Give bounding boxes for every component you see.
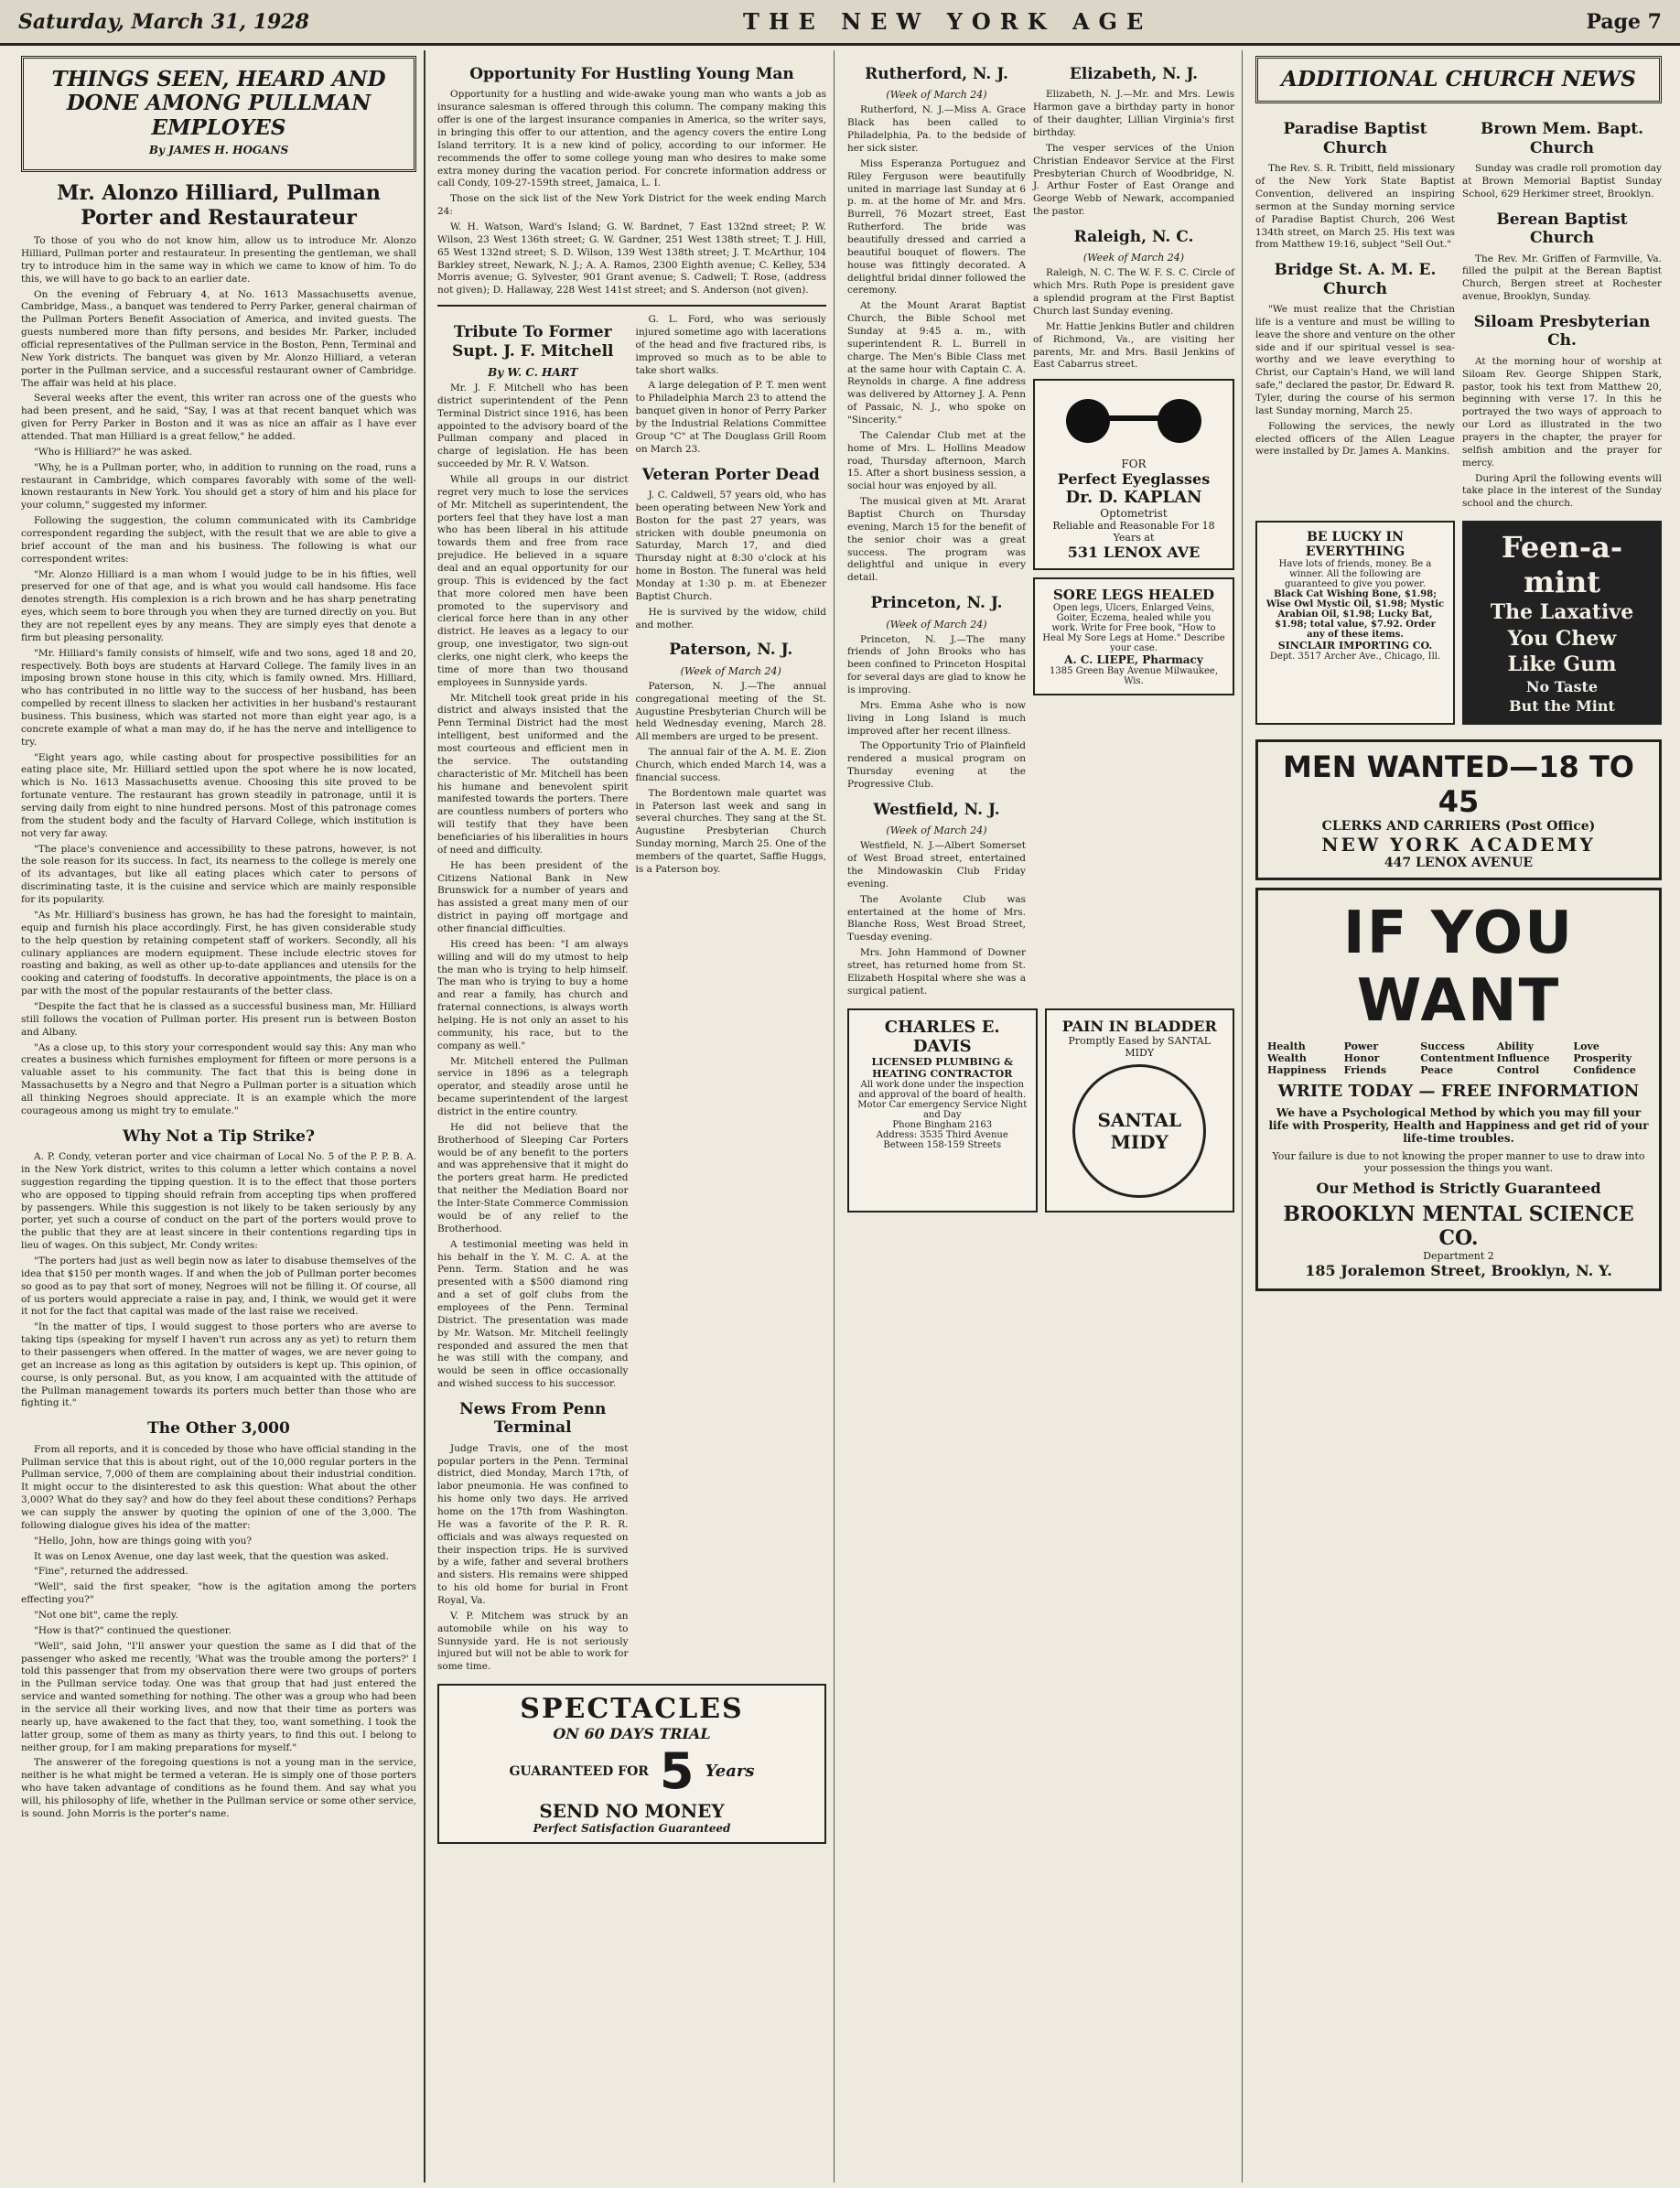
paradise-headline: Paradise Baptist Church: [1283, 120, 1427, 157]
kaplan-ad-title: Perfect Eyeglasses: [1057, 470, 1211, 489]
ify-ad-body: We have a Psychological Method by which you may fill your life with Prosperity, Health and Happiness and get rid of your life-time troubles.: [1268, 1106, 1649, 1146]
ify-ad-title: IF YOU WANT: [1342, 900, 1575, 1036]
article-paragraph: Sunday was cradle roll promotion day at Brown Memorial Baptist Sunday School, 629 Herkimer street, Brooklyn.: [1462, 163, 1662, 199]
church-news-headline-box: [1255, 56, 1662, 103]
penn-terminal-headline: News From Penn Terminal: [459, 1399, 607, 1438]
ify-word: Ability: [1496, 1040, 1535, 1053]
article-paragraph: "Eight years ago, while casting about for prospective possibilities for an eating place site, Mr. Hilliard settled upon the spot where he is now located, which is No. 1613 Massachusetts avenue. Choosing this site proved to be fortunate venture. The restaurant has grown steadily in patronage, until it is serving daily from eight to nine hundred persons. Most of this patronage comes from the student body and the faculty of Harvard College, which institution is not very far away.: [21, 751, 416, 839]
article-paragraph: "Not one bit", came the reply.: [34, 1609, 178, 1621]
article-paragraph: The Rev. S. R. Tribitt, field missionary of the New York State Baptist Convention, delivered an inspiring sermon at the Sunday morning service of Paradise Baptist Church, 206 West 134th street, on March 25. His text was from Matthew 19:16, subject "Sell Out.": [1255, 163, 1455, 251]
article-paragraph: Opportunity for a hustling and wide-awake young man who wants a job as insurance salesman is offered through this column. The company making this offer is one of the largest insurance companies in America, so the writer says, in bringing this offer to our attention, and the agency covers the entire Long Island territory. It is a new kind of policy, according to our informer. He recommends the offer to some college young man who desires to make some extra money during the vacation period. For concrete information address or call Condy, 109-27-159th street, Jamaica, L. I.: [437, 89, 826, 189]
article-paragraph: The musical given at Mt. Ararat Baptist Church on Thursday evening, March 15 for the benefit of the senior choir was a great success. The program was delightful and unique in every detail.: [847, 496, 1026, 584]
article-paragraph: Mr. Hattie Jenkins Butler and children of Richmond, Va., are visiting her parents, Mr. and Mrs. Basil Jenkins of East Cabarrus street.: [1033, 320, 1234, 371]
article-paragraph: He is survived by the widow, child and mother.: [635, 606, 826, 631]
article-paragraph: "Well", said the first speaker, "how is the agitation among the porters effecting you?": [21, 1581, 416, 1606]
column-church-news: [1248, 50, 1669, 2183]
subcolumn-right: [636, 314, 827, 1676]
feen-ad-title: Feen-a-mint: [1501, 530, 1623, 600]
article-paragraph: The answerer of the foregoing questions is not a young man in the service, neither is he what might be termed a veteran. He is simply one of those porters who have taken advantage of conditions as he found them. And say what you will, his philosophy of life, whether in the Pullman service or some other service, is sound. John Morris is the porter's name.: [21, 1757, 416, 1819]
santal-midy-ad: [1045, 1008, 1235, 1213]
paterson-headline: Paterson, N. J.: [669, 641, 793, 660]
feen-ad-line2: You Chew: [1507, 626, 1617, 651]
men-ad-sub: CLERKS AND CARRIERS (Post Office): [1321, 819, 1596, 835]
ify-word: Confidence: [1573, 1064, 1636, 1077]
paterson-dateline: (Week of March 24): [680, 664, 781, 677]
subcolumn-left: [1255, 111, 1455, 513]
article-paragraph: "As Mr. Hilliard's business has grown, he has had the foresight to maintain, equip and furnish his place accordingly. First, he has given considerable study to the help question by retaining competent staff of workers. Secondly, all his culinary appliances are modern equipment. These include electric stoves for roasting and baking, as well as other up-to-date appliances and utensils for the cooking and catering of foodstuffs. In decorative appointments, the place is on a par with the most of the popular restaurants of the better class.: [21, 909, 416, 997]
ify-word: Wealth: [1267, 1052, 1307, 1065]
raleigh-dateline: (Week of March 24): [1082, 252, 1185, 264]
article-paragraph: Paterson, N. J.—The annual congregational meeting of the St. Augustine Presbyterian Church will be held Wednesday evening, March 28. All members are urged to be present.: [635, 680, 826, 743]
davis-ad-line3: Motor Car emergency Service Night and Day: [857, 1099, 1028, 1120]
divider: [437, 305, 826, 307]
page-number: Page 7: [1586, 9, 1662, 34]
column-pullman: [14, 50, 425, 2183]
article-paragraph: A testimonial meeting was held in his behalf in the Y. M. C. A. at the Penn. Term. Station and he was presented with a $500 diamond ring and a set of golf clubs from the employees of the Penn. Terminal District. The presentation was made by Mr. Watson. Mr. Mitchell feelingly responded and assured the men that he was still with the company, and would be seen in office occasionally and wished success to his successor.: [437, 1238, 629, 1390]
sore-legs-ad-body: Open legs, Ulcers, Enlarged Veins, Goiter, Eczema, healed while you work. Write for Free book, "How to Heal My Sore Legs at Home." Describe your case.: [1042, 603, 1225, 654]
princeton-headline: Princeton, N. J.: [870, 594, 1003, 613]
article-paragraph: A. P. Condy, veteran porter and vice chairman of Local No. 5 of the P. P. B. A. in the New York district, writes to this column a letter which contains a novel suggestion regarding the tipping question. It is to the effect that those porters who are opposed to tipping should refrain from accepting tips when proffered by passengers. While this suggestion is not likely to be taken seriously by any porter, yet such a course of conduct on the part of the porters would prove to the public that they are at least sincere in their contentions regarding tips in lieu of wages. On this subject, Mr. Condy writes:: [21, 1151, 416, 1252]
article-paragraph: The Bordentown male quartet was in Paterson last week and sang in several churches. They sang at the St. Augustine Presbyterian Church Sunday morning, March 25. One of the members of the quartet, Saffie Huggs, is a Paterson boy.: [635, 787, 826, 875]
brown-memorial-headline: Brown Mem. Bapt. Church: [1480, 120, 1644, 157]
ads-row: [847, 1001, 1234, 1220]
ify-word: Honor: [1343, 1052, 1380, 1065]
men-wanted-ad: [1255, 739, 1662, 880]
article-paragraph: Raleigh, N. C. The W. F. S. C. Circle of which Mrs. Ruth Pope is president gave a splendid program at the First Baptist Church last Sunday evening.: [1033, 267, 1234, 317]
subcolumn-right: [1033, 56, 1234, 1001]
berean-headline: Berean Baptist Church: [1496, 210, 1628, 248]
men-ad-address: 447 LENOX AVENUE: [1384, 856, 1534, 871]
article-paragraph: The Calendar Club met at the home of Mrs. L. Hollins Meadow road, Thursday afternoon, March 15. After a short business session, a social hour was enjoyed by all.: [847, 429, 1026, 492]
article-paragraph: "We must realize that the Christian life is a venture and must be willing to leave the shore and venture on the other side and if our spiritual vessel is sea-worthy and we leave everything to Christ, our Captain's Hand, we will land safe," declared the pastor, Dr. Edward R. Tyler, during the course of his sermon last Sunday morning, March 25.: [1255, 304, 1455, 416]
ify-ad-guarantee: Our Method is Strictly Guaranteed: [1316, 1180, 1601, 1198]
raleigh-headline: Raleigh, N. C.: [1073, 227, 1194, 246]
pullman-headline-box: [21, 56, 416, 172]
article-paragraph: "In the matter of tips, I would suggest to those porters who are averse to taking tips (speaking for myself I haven't run across any as yet) to return them to their passengers when offered. In the matter of wages, we are never going to get an increase as long as this agitation by outsiders is kept up. This opinion, of course, is only personal. But, as you know, I am acquainted with the attitude of the Pullman management towards its porters much better than those who are fighting it.": [21, 1321, 416, 1409]
article-paragraph: "The place's convenience and accessibility to these patrons, however, is not the sole reason for its success. In fact, its nearness to the college is merely one of its advantages, but like all eating places which cater to persons of discriminating taste, it is the cuisine and service which are mainly responsible for its popularity.: [21, 843, 416, 906]
hilliard-headline: Mr. Alonzo Hilliard, Pullman Porter and Restaurateur: [57, 181, 381, 230]
article-paragraph: Mrs. John Hammond of Downer street, has returned home from St. Elizabeth Hospital where she was a surgical patient.: [847, 947, 1026, 997]
midy-ad-sub: Promptly Eased by SANTAL MIDY: [1068, 1034, 1212, 1059]
westfield-dateline: (Week of March 24): [886, 825, 987, 837]
ify-word: Prosperity: [1573, 1052, 1632, 1065]
feen-ad-line5: But the Mint: [1509, 696, 1615, 715]
spectacles-ad-title: SPECTACLES: [520, 1693, 744, 1726]
article-paragraph: Mr. Mitchell took great pride in his district and always insisted that the Penn Terminal District had the most intelligent, best uniformed and the most courteous and efficient men in the service. The outstanding characteristic of Mr. Mitchell has been his humane and benevolent spirit manifested towards the porters. There are countless numbers of porters who will testify that they have been beneficiaries of his liberalities in hours of need and difficulty.: [437, 692, 629, 856]
kaplan-ad-for: FOR: [1121, 458, 1147, 471]
article-paragraph: The Avolante Club was entertained at the home of Mrs. Blanche Ross, West Broad Street, Tuesday evening.: [847, 893, 1026, 943]
article-paragraph: Miss Esperanza Portuguez and Riley Ferguson were beautifully united in marriage last Sunday at 6 p. m. at the home of Mr. and Mrs. Burrell, 76 Mozart street, East Rutherford. The bride was beautifully dressed and carried a beautiful bouquet of flowers. The house was fittingly decorated. A delightful bridal dinner followed the ceremony.: [847, 157, 1026, 296]
article-paragraph: V. P. Mitchem was struck by an automobile while on his way to Sunnyside yard. He is not seriously injured but will not be able to work for some time.: [437, 1610, 629, 1673]
sore-legs-ad-name: A. C. LIEPE, Pharmacy: [1064, 653, 1203, 667]
lucky-ad-body: Have lots of friends, money. Be a winner. All the following are guaranteed to give you power.: [1278, 559, 1432, 590]
ify-ad-dept: Department 2: [1423, 1250, 1494, 1263]
kaplan-ad-title2: Optometrist: [1100, 507, 1168, 521]
ify-word: Love: [1573, 1040, 1599, 1053]
lucky-ad-title: BE LUCKY IN EVERYTHING: [1305, 530, 1405, 560]
article-paragraph: Following the services, the newly elected officers of the Allen League were installed by Dr. James A. Mankins.: [1255, 420, 1455, 458]
eyeglasses-icon: [1042, 393, 1225, 448]
men-ad-name: NEW YORK ACADEMY: [1321, 834, 1596, 857]
article-paragraph: He has been president of the Citizens National Bank in New Brunswick for a number of years and has assisted a great many men of our district in paying off mortgage and other financial difficulties.: [437, 859, 629, 935]
article-paragraph: The annual fair of the A. M. E. Zion Church, which ended March 14, was a financial success.: [635, 747, 826, 783]
subcolumn-right: [1462, 111, 1662, 513]
mitchell-byline: By W. C. HART: [488, 365, 578, 379]
kaplan-ad-address: 531 LENOX AVE: [1067, 544, 1201, 562]
veteran-porter-headline: Veteran Porter Dead: [641, 465, 820, 484]
rutherford-headline: Rutherford, N. J.: [865, 65, 1008, 83]
mitchell-headline: Tribute To Former Supt. J. F. Mitchell: [451, 323, 614, 361]
article-paragraph: "Fine", returned the addressed.: [34, 1566, 188, 1578]
midy-ad-title: PAIN IN BLADDER: [1061, 1017, 1217, 1035]
article-paragraph: A large delegation of P. T. men went to Philadelphia March 23 to attend the banquet given in honor of Perry Parker by the Industrial Relations Committee Group "C" at The Douglass Grill Room on March 23.: [635, 380, 826, 455]
men-ad-title: MEN WANTED—18 TO 45: [1283, 749, 1634, 820]
spectacles-ad-satisfaction: Perfect Satisfaction Guaranteed: [533, 1822, 731, 1836]
davis-ad-phone: Phone Bingham 2163: [892, 1119, 993, 1130]
ify-word: Success: [1420, 1040, 1465, 1053]
article-paragraph: Elizabeth, N. J.—Mr. and Mrs. Lewis Harmon gave a birthday party in honor of their daughter, Lillian Virginia's first birthday.: [1033, 89, 1234, 138]
article-paragraph: Westfield, N. J.—Albert Somerset of West Broad street, entertained the Mindowaskin Club Friday evening.: [847, 840, 1026, 889]
article-paragraph: Mr. J. F. Mitchell who has been district superintendent of the Penn Terminal District since 1916, has been appointed to the advisory board of the Pullman company and placed in charge of legislation. He has been succeeded by Mr. R. V. Watson.: [437, 382, 629, 470]
article-paragraph: To those of you who do not know him, allow us to introduce Mr. Alonzo Hilliard, Pullman porter and restaurateur. In presenting the gentleman, we shall try to introduce him in the same way in which we came to know of him. To do this, we will have to go back to an earlier date.: [21, 235, 416, 285]
davis-ad-line1: LICENSED PLUMBING & HEATING CONTRACTOR: [871, 1055, 1014, 1080]
bridge-st-headline: Bridge St. A. M. E. Church: [1274, 261, 1437, 298]
article-paragraph: "Who is Hilliard?" he was asked.: [34, 446, 193, 458]
ify-ad-company: BROOKLYN MENTAL SCIENCE CO.: [1283, 1202, 1634, 1251]
ads-row: [1255, 513, 1662, 732]
ify-ad-failure: Your failure is due to not knowing the proper manner to use to draw into your possession the things you want.: [1272, 1150, 1645, 1175]
siloam-headline: Siloam Presbyterian Ch.: [1473, 313, 1651, 350]
article-paragraph: Judge Travis, one of the most popular porters in the Penn. Terminal district, died Monday, March 17th, of labor pneumonia. He was confined to his home only two days. He arrived home on the 17th from Washington. He was a favorite of the P. R. R. officials and was always requested on their inspection trips. He is survived by a wife, father and several brothers and sisters. His remains were shipped to his old home for burial in Front Royal, Va.: [437, 1442, 629, 1607]
article-paragraph: "Why, he is a Pullman porter, who, in addition to running on the road, runs a restaurant in Cambridge, which compares favorably with some of the well-known restaurants in New York. You should get a story of him and his place for your column," suggested my informer.: [21, 461, 416, 512]
midy-ad-logo: SANTAL MIDY: [1097, 1108, 1182, 1153]
article-paragraph: His creed has been: "I am always willing and will do my utmost to help the man who is trying to help himself. The man who is trying to buy a home and rear a family, has church and fraternal connections, is always worth helping. He is not only an asset to his community, his race, but to the company as well.": [437, 938, 629, 1051]
elizabeth-headline: Elizabeth, N. J.: [1069, 65, 1199, 83]
article-paragraph: Rutherford, N. J.—Miss A. Grace Black has been called to Philadelphia, Pa. to the bedside of her sick sister.: [847, 104, 1026, 154]
tip-strike-headline: Why Not a Tip Strike?: [123, 1126, 315, 1146]
ify-word: Happiness: [1267, 1064, 1327, 1077]
davis-ad-line2: All work done under the inspection and approval of the board of health.: [858, 1079, 1027, 1100]
article-paragraph: Princeton, N. J.—The many friends of John Brooks who has been confined to Princeton Hospital for several days are glad to know he is improving.: [847, 633, 1026, 696]
westfield-headline: Westfield, N. J.: [873, 800, 1000, 819]
article-paragraph: At the morning hour of worship at Siloam Rev. George Shippen Stark, pastor, took his text from Matthew 20, beginning with verse 17. In this he portrayed the two ways of approach to our Lord as illustrated in the two prayers in the chapter, the prayer for selfish ambition and the prayer for mercy.: [1462, 355, 1662, 469]
lucky-ad-address: Dept. 3517 Archer Ave., Chicago, Ill.: [1269, 652, 1441, 663]
feen-ad-line1: The Laxative: [1490, 600, 1634, 625]
article-paragraph: Following the suggestion, the column communicated with its Cambridge correspondent regarding the subject, with the result that we are able to give a brief account of the man and his business. The following is what our correspondent writes:: [21, 515, 416, 565]
two-column-block: [847, 56, 1234, 1001]
sore-legs-ad-title: SORE LEGS HEALED: [1052, 587, 1215, 604]
article-paragraph: Mr. Mitchell entered the Pullman service in 1896 as a telegraph operator, and steadily arose until he became superintendent of the largest district in the entire country.: [437, 1055, 629, 1118]
article-paragraph: "Mr. Hilliard's family consists of himself, wife and two sons, aged 18 and 20, respectively. Both boys are students at Harvard College. The family lives in an imposing brown stone house in this city, which is family owned. Mrs. Hilliard, who has contributed in no little way to the success of her husband, has been compelled by recent illness to slacken her activities in her husband's restaurant business. This business, which was started not more than eight year ago, is a concrete example of what a man may do, if he has the nerve and intelligence to try.: [21, 647, 416, 748]
article-paragraph: On the evening of February 4, at No. 1613 Massachusetts avenue, Cambridge, Mass., a banquet was tendered to Perry Parker, general chairman of the Pullman Porters Benefit Association of America, and invited guests. The guests numbered more than fifty persons, and besides Mr. Parker, included official representatives of the Pullman service in the Boston, Penn, Terminal and New York districts. The banquet was given by Mr. Alonzo Hilliard, a veteran porter in the Pullman service, and a successful restaurant owner of Cambridge. The affair was held at his place.: [21, 288, 416, 389]
column-news: [430, 50, 835, 2183]
article-paragraph: "Mr. Alonzo Hilliard is a man whom I would judge to be in his fifties, well preserved for one of that age, and is what you would call handsome. His face denotes strength. His complexion is a rich brown and he has sharp penetrating eyes, which seem to bore through you when they are turned directly on you. But they are not repellent eyes by any means. They are simply eyes that denote a firm but pleasing personality.: [21, 568, 416, 643]
kaplan-ad-line: Reliable and Reasonable For 18 Years at: [1052, 520, 1215, 544]
lucky-ad-name: SINCLAIR IMPORTING CO.: [1277, 640, 1433, 652]
midy-capsule-icon: [1072, 1064, 1206, 1198]
article-paragraph: Those on the sick list of the New York District for the week ending March 24:: [437, 193, 826, 218]
article-paragraph: "Well", said John, "I'll answer your question the same as I did that of the passenger who asked me recently, 'What was the trouble among the porters?' I told this passenger that from my observation there were two groups of porters in the Pullman service today. One was that group that had just entered the service and wanted something for nothing. The other was a group who had been in the service all their working lives, and now that their time as porters was nearly up, have awakened to the fact that they, too, want something. I took the latter group, some of them as many as thirty years, to find this out. I belong to neither group, for I am making preparations for myself.": [21, 1640, 416, 1753]
ify-word: Peace: [1420, 1064, 1453, 1077]
lucky-ad: [1255, 521, 1455, 725]
article-paragraph: "As a close up, to this story your correspondent would say this: Any man who creates a business which furnishes employment for fifteen or more persons is a valuable asset to his community. The fact that this is being done in Massachusetts by a Negro and that Negro a Pullman porter is a situation which all thinking Negroes should appreciate. It is an example which the more courageous among us might try to emulate.": [21, 1041, 416, 1116]
masthead: [0, 0, 1680, 46]
spectacles-ad-years-number: 5: [659, 1742, 695, 1801]
sore-legs-ad: [1033, 577, 1234, 695]
article-paragraph: W. H. Watson, Ward's Island; G. W. Bardnet, 7 East 132nd street; P. W. Wilson, 23 West 136th street; G. W. Gardner, 251 West 138th street; T. J. Hill, 65 West 132nd street; S. D. Wilson, 139 West 138th street; J. T. McArthur, 104 Barkley street, Newark, N. J.; A. A. Ramos, 2300 Eighth avenue; C. Kelley, 534 Morris avenue; G. Sylvester, 901 Grant avenue; S. Cadwell; T. Rose, (address not given); D. Hallaway, 228 West 141st street; and S. Anderson (not given).: [437, 221, 826, 296]
ify-word: Control: [1496, 1064, 1540, 1077]
article-paragraph: He did not believe that the Brotherhood of Sleeping Car Porters would be of any benefit to the porters and was apprehensive that it might do the porters great harm. He predicted that neither the Mediation Board nor the Inter-State Commerce Commission would be of any relief to the Brotherhood.: [437, 1121, 629, 1234]
column-nj-news: [840, 50, 1243, 2183]
kaplan-eyeglasses-ad: [1033, 379, 1234, 570]
rutherford-dateline: (Week of March 24): [886, 89, 987, 102]
ify-word: Power: [1343, 1040, 1379, 1053]
pullman-byline: By JAMES H. HOGANS: [148, 144, 289, 157]
lucky-ad-items: Black Cat Wishing Bone, $1.98; Wise Owl Mystic Oil, $1.98; Mystic Arabian Oil, $1.98; Lucky Bat, $1.98; total value, $7.92. Order any of these items.: [1265, 589, 1445, 641]
davis-ad-address: Address: 3535 Third Avenue Between 158-159 Streets: [876, 1129, 1008, 1150]
ify-ad-word-grid: [1267, 1040, 1650, 1076]
subcolumn-left: [437, 314, 629, 1676]
article-paragraph: The Opportunity Trio of Plainfield rendered a musical program on Thursday evening at the Progressive Club.: [847, 740, 1026, 791]
two-column-block: [437, 314, 826, 1676]
ify-word: Friends: [1343, 1064, 1387, 1077]
ify-ad-address: 185 Joralemon Street, Brooklyn, N. Y.: [1305, 1262, 1612, 1280]
church-news-headline: ADDITIONAL CHURCH NEWS: [1281, 67, 1636, 92]
feen-ad-line3: Like Gum: [1507, 652, 1617, 677]
article-paragraph: It was on Lenox Avenue, one day last week, that the question was asked.: [34, 1550, 389, 1562]
article-paragraph: Mrs. Emma Ashe who is now living in Long Island is much improved after her recent illness.: [847, 699, 1026, 737]
davis-plumbing-ad: [847, 1008, 1038, 1213]
ify-word: Influence: [1496, 1052, 1550, 1065]
sore-legs-ad-address: 1385 Green Bay Avenue Milwaukee, Wis.: [1049, 666, 1219, 687]
subcolumn-left: [847, 56, 1026, 1001]
issue-date: Saturday, March 31, 1928: [18, 9, 309, 34]
article-paragraph: "Hello, John, how are things going with you?: [34, 1535, 252, 1547]
article-paragraph: "Despite the fact that he is classed as a successful business man, Mr. Hilliard still follows the vocation of Pullman porter. His present run is between Boston and Albany.: [21, 1000, 416, 1038]
princeton-dateline: (Week of March 24): [886, 618, 987, 631]
kaplan-ad-name: Dr. D. KAPLAN: [1065, 488, 1202, 508]
article-paragraph: The Rev. Mr. Griffen of Farmville, Va. filled the pulpit at the Berean Baptist Church, Bergen street at Rochester avenue, Brooklyn, Sunday.: [1462, 253, 1662, 303]
article-paragraph: J. C. Caldwell, 57 years old, who has been operating between New York and Boston for the past 27 years, was stricken with double pneumonia on Saturday, March 17, and died Thursday night at 8:30 o'clock at his home in Boston. The funeral was held Monday at 1:30 p. m. at Ebenezer Baptist Church.: [635, 489, 826, 602]
two-column-block: [1255, 111, 1662, 513]
article-paragraph: "The porters had just as well begin now as later to disabuse themselves of the idea that $150 per month wages. If and when the job of Pullman porter becomes so good as to pay that sort of money, Negroes will not be filling it. Of course, all of us porters would appreciate a raise in pay, and, I think, we would get it were it not for the fact that capital was made of the last raise we received.: [21, 1255, 416, 1318]
ify-word: Health: [1267, 1040, 1306, 1053]
pullman-headline: THINGS SEEN, HEARD AND DONE AMONG PULLMAN EMPLOYES: [51, 67, 386, 140]
spectacles-ad-send: SEND NO MONEY: [539, 1800, 725, 1823]
spectacles-ad-years: Years: [705, 1762, 755, 1782]
article-paragraph: From all reports, and it is conceded by those who have official standing in the Pullman service that this is about right, out of the 10,000 regular porters in the Pullman service, 7,000 of them are complaining about their industrial condition. It might occur to the disinterested to ask this question: What about the other 3,000? What do they say? and how do they feel about these conditions? Perhaps we can supply the answer by quoting the opinion of one of the 3,000. The following dialogue gives his idea of the matter:: [21, 1443, 416, 1531]
article-paragraph: While all groups in our district regret very much to lose the services of Mr. Mitchell as superintendent, the porters feel that they have lost a man who has been liberal in his attitude towards them and free from race prejudice. He believed in a square deal and an equal opportunity for our group. This is evidenced by the fact that more colored men have been promoted to the supervisory and clerical force here than in any other district. He leaves as a legacy to our group, one investigator, two sign-out clerks, one night clerk, who keeps the time of more than two thousand employees in Sunnyside yards.: [437, 473, 629, 688]
paper-title: THE NEW YORK AGE: [743, 8, 1153, 35]
spectacles-ad-guaranteed: GUARANTEED FOR: [509, 1763, 649, 1779]
article-paragraph: Several weeks after the event, this writer ran across one of the guests who had been present, and he said, "Say, I was at that recent banquet which was given for Perry Parker in Boston and it was as nice an affair as I have ever attended. That man Hilliard is a great fellow," he added.: [21, 393, 416, 442]
opportunity-headline: Opportunity For Hustling Young Man: [469, 65, 794, 83]
if-you-want-ad: [1255, 888, 1662, 1291]
davis-ad-name: CHARLES E. DAVIS: [884, 1017, 1000, 1056]
article-paragraph: During April the following events will take place in the interest of the Sunday school and the church.: [1462, 472, 1662, 510]
article-paragraph: "How is that?" continued the questioner.: [34, 1624, 232, 1636]
feen-a-mint-ad: [1462, 521, 1662, 725]
article-paragraph: G. L. Ford, who was seriously injured sometime ago with lacerations of the head and five fractured ribs, is improved so much as to be able to take short walks.: [635, 314, 826, 376]
article-paragraph: At the Mount Ararat Baptist Church, the Bible School met Sunday at 9:45 a. m., with superintendent R. L. Burrell in charge. The Men's Bible Class met at the same hour with Captain C. A. Reynolds in charge. A fine address was delivered by Attorney J. A. Penn of Passaic, N. J., who spoke on "Sincerity.": [847, 300, 1026, 426]
feen-ad-line4: No Taste: [1525, 677, 1599, 695]
article-paragraph: The vesper services of the Union Christian Endeavor Service at the First Presbyterian Church of Woodbridge, N. J. Arthur Foster of East Orange and George Webb of Newark, accompanied the pastor.: [1033, 142, 1234, 218]
ify-word: Contentment: [1420, 1052, 1495, 1065]
other-3000-headline: The Other 3,000: [147, 1419, 290, 1439]
spectacles-ad-trial: ON 60 DAYS TRIAL: [553, 1725, 711, 1743]
spectacles-ad: [437, 1684, 826, 1844]
ify-ad-write: WRITE TODAY — FREE INFORMATION: [1277, 1082, 1640, 1102]
